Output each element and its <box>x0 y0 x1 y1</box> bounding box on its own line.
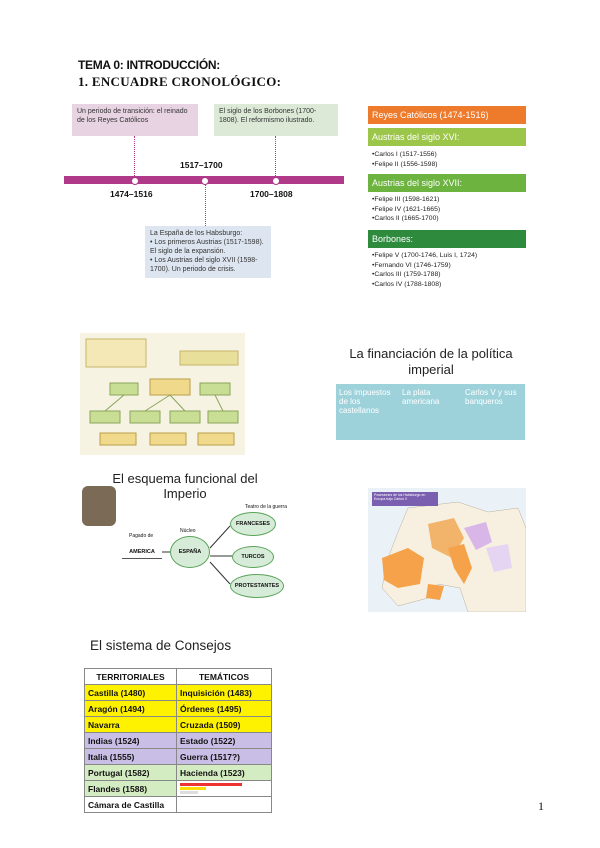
reyes-item: • Felipe II (1556-1598) <box>372 160 438 170</box>
reyes-item: • Felipe III (1598-1621) <box>372 195 440 205</box>
esquema-espana: ESPAÑA <box>170 536 210 568</box>
timeline-dot <box>131 177 139 185</box>
reyes-item: • Carlos IV (1788-1808) <box>372 280 477 290</box>
table-row <box>85 765 272 781</box>
table-cell: Castilla (1480) <box>85 685 177 701</box>
table-cell <box>177 797 272 813</box>
europe-map-graphic <box>368 488 526 612</box>
esquema-arrows <box>160 510 240 600</box>
reyes-item: • Carlos III (1759-1788) <box>372 270 477 280</box>
esquema-label-top: Teatro de la guerra <box>245 504 287 510</box>
timeline-note-bottom-title: La España de los Habsburgo: <box>150 230 243 237</box>
reyes-item: • Carlos I (1517-1556) <box>372 150 438 160</box>
esquema-oval-protestantes: PROTESTANTES <box>230 574 284 598</box>
section-heading: 1. ENCUADRE CRONOLÓGICO: <box>78 74 282 89</box>
table-row <box>85 781 272 797</box>
reyes-group-header: Austrias del siglo XVII: <box>368 174 526 192</box>
esquema-label-nucleo: Núcleo <box>180 528 196 534</box>
table-cell: Guerra (1517?) <box>177 749 272 765</box>
table-cell: Hacienda (1523) <box>177 765 272 781</box>
table-row <box>85 797 272 813</box>
table-row <box>85 685 272 701</box>
imperio-diagram-image <box>80 333 245 455</box>
table-cell: Aragón (1494) <box>85 701 177 717</box>
reyes-list <box>372 150 438 169</box>
reyes-list <box>372 251 477 289</box>
financiacion-title: La financiación de la política imperial <box>349 346 513 377</box>
table-row <box>85 717 272 733</box>
reyes-group-header: Austrias del siglo XVI: <box>368 128 526 146</box>
reyes-group-header: Reyes Católicos (1474-1516) <box>368 106 526 124</box>
timeline-date-top: 1517–1700 <box>180 160 223 170</box>
reyes-group-header: Borbones: <box>368 230 526 248</box>
consejos-table-wrap <box>84 668 272 813</box>
table-cell: Inquisición (1483) <box>177 685 272 701</box>
table-cell: Flandes (1588) <box>85 781 177 797</box>
timeline-dot <box>272 177 280 185</box>
table-cell: Cámara de Castilla <box>85 797 177 813</box>
table-cell: Órdenes (1495) <box>177 701 272 717</box>
tema-heading: TEMA 0: INTRODUCCIÓN: <box>78 58 220 72</box>
table-row <box>85 749 272 765</box>
financiacion-cell: Carlos V y sus banqueros <box>462 384 525 440</box>
table-row <box>85 701 272 717</box>
timeline-note-bottom-item: • Los Austrias del siglo XVII (1598-1700). Un periodo de crisis. <box>150 257 258 273</box>
table-header: TERRITORIALES <box>85 669 177 685</box>
table-row <box>85 733 272 749</box>
table-cell: Estado (1522) <box>177 733 272 749</box>
table-cell: Portugal (1582) <box>85 765 177 781</box>
europe-map-image <box>368 488 526 612</box>
table-cell: Cruzada (1509) <box>177 717 272 733</box>
timeline-note-bottom-item: • Los primeros Austrias (1517-1598). El siglo de la expansión. <box>150 239 264 255</box>
financiacion-cell: Los impuestos de los castellanos <box>336 384 399 440</box>
esquema-oval-turcos: TURCOS <box>232 546 274 568</box>
consejos-table <box>84 668 272 813</box>
timeline-connector-left <box>134 136 135 178</box>
esquema-oval-franceses: FRANCESES <box>230 512 276 536</box>
table-cell: Navarra <box>85 717 177 733</box>
timeline-note-left: Un periodo de transición: el reinado de los Reyes Católicos <box>72 104 198 136</box>
reyes-list <box>372 195 440 224</box>
timeline-connector-right <box>275 136 276 178</box>
table-cell: Italia (1555) <box>85 749 177 765</box>
page-number: 1 <box>538 799 544 813</box>
timeline-date-left: 1474–1516 <box>110 189 153 199</box>
esquema-title: El esquema funcional del Imperio <box>112 471 258 501</box>
reyes-item: • Carlos II (1665-1700) <box>372 214 440 224</box>
reyes-item: • Fernando VI (1746-1759) <box>372 261 477 271</box>
table-header: TEMÁTICOS <box>177 669 272 685</box>
table-cell: Indias (1524) <box>85 733 177 749</box>
coat-of-arms-icon <box>82 486 116 526</box>
map-legend-label: Posesiones de los Habsburgo en Europa bajo Carlos V <box>374 493 426 501</box>
imperio-diagram-graphic <box>80 333 245 455</box>
timeline-date-right: 1700–1808 <box>250 189 293 199</box>
esquema-label-pagado: Pagado de <box>129 533 154 539</box>
timeline-dot <box>201 177 209 185</box>
financiacion-cell: La plata americana <box>399 384 462 440</box>
timeline-note-right: El siglo de los Borbones (1700-1808). El reformismo ilustrado. <box>214 104 338 136</box>
reyes-item: • Felipe V (1700-1746, Luis I, 1724) <box>372 251 477 261</box>
timeline-connector-bottom <box>205 184 206 226</box>
consejos-title: El sistema de Consejos <box>90 638 232 653</box>
timeline-note-bottom <box>145 226 271 278</box>
reyes-item: • Felipe IV (1621-1665) <box>372 205 440 215</box>
esquema-america: AMERICA <box>122 546 162 559</box>
table-cell <box>177 781 272 797</box>
